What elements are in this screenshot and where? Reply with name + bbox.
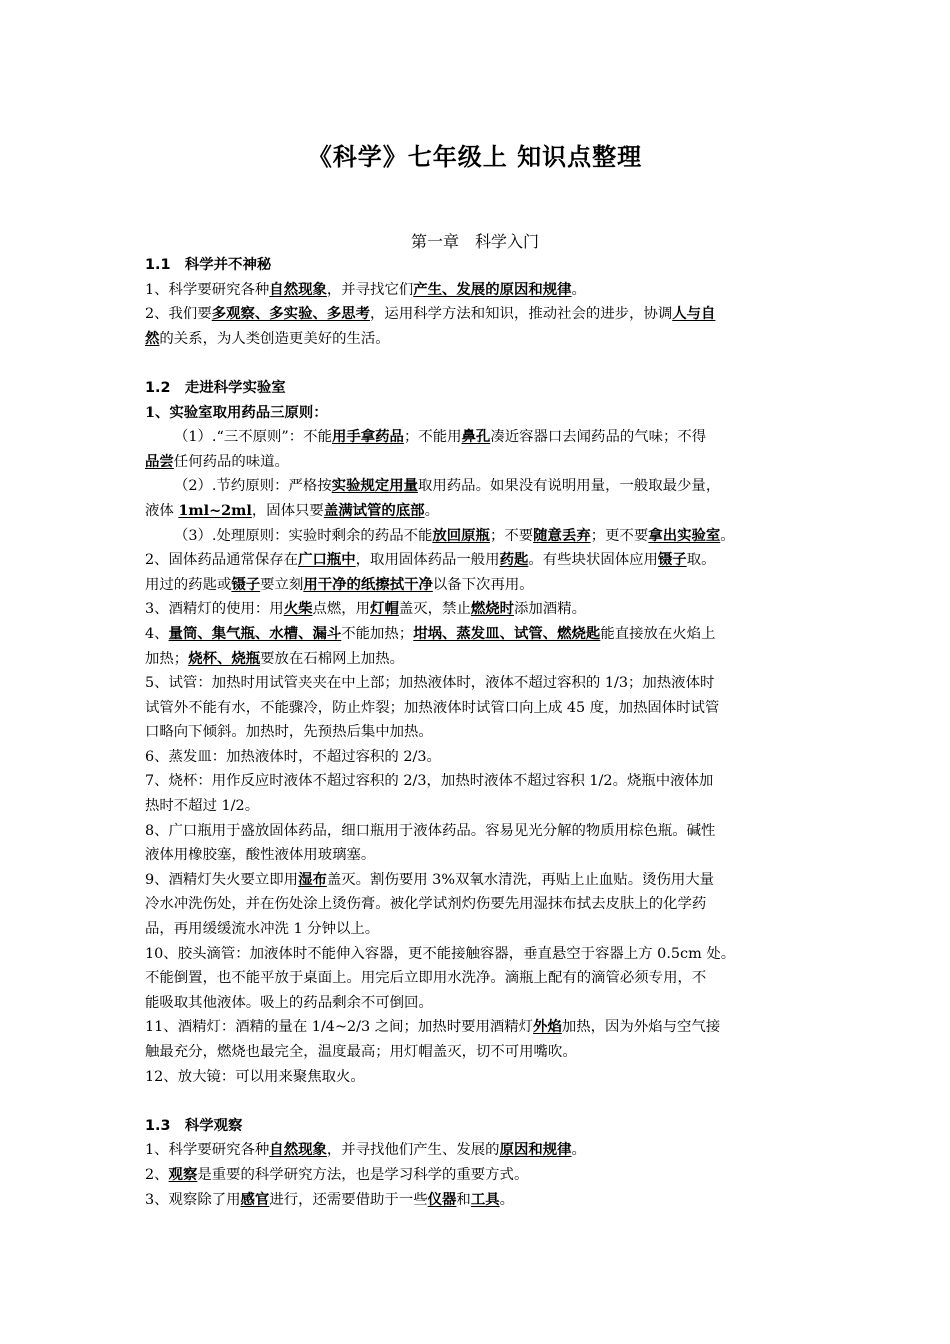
text: （1）.“三不原则”：不能 [174, 429, 332, 446]
key-term: 放回原瓶 [432, 526, 490, 544]
key-term: 多观察、多实验、多思考 [211, 305, 371, 323]
text: ；不能用 [403, 429, 462, 446]
text: 1、科学要研究各种 [145, 1142, 270, 1159]
key-term: 药匙 [499, 551, 529, 569]
key-term: 自然现象 [269, 280, 327, 298]
key-term: 实验规定用量 [331, 477, 418, 495]
text: 取。 [686, 552, 716, 569]
paragraph: 口略向下倾斜。加热时，先预热后集中加热。 [145, 724, 433, 741]
text: 用过的药匙或 [145, 576, 232, 593]
text: ；不要 [489, 527, 534, 544]
text: 。 [720, 527, 735, 544]
paragraph [145, 327, 813, 352]
section-heading-1-1: 1.1 科学并不神秘 [145, 257, 272, 273]
paragraph: 10、胶头滴管：加液体时不能伸入容器，更不能接触容器，垂直悬空于容器上方 0.5cm 处。 [145, 945, 736, 962]
key-term: 拿出实验室 [648, 526, 721, 544]
key-term: 湿布 [298, 870, 327, 888]
text: ，并寻找他们产生、发展的 [326, 1142, 500, 1159]
key-term: 品尝 [145, 452, 174, 470]
text: 和 [456, 1191, 471, 1208]
text: （2）.节约原则：严格按 [174, 478, 332, 495]
key-term: 镊子 [657, 551, 687, 569]
text: 4、 [145, 625, 169, 642]
paragraph: 液体用橡胶塞，酸性液体用玻璃塞。 [145, 847, 376, 864]
text: 9、酒精灯失火要立即用 [145, 871, 299, 888]
text: 加热； [145, 650, 189, 667]
paragraph: 品，再用缓缓流水冲洗 1 分钟以上。 [145, 921, 380, 938]
paragraph [145, 278, 813, 303]
paragraph [145, 425, 813, 450]
key-term: 盖满试管的底部 [323, 501, 425, 519]
paragraph: 冷水冲洗伤处，并在伤处涂上烫伤膏。被化学试剂灼伤要先用湿抹布拭去皮肤上的化学药 [145, 896, 707, 913]
paragraph: 7、烧杯：用作反应时液体不超过容积的 2/3，加热时液体不超过容积 1/2。烧瓶中液体加 [145, 773, 714, 790]
paragraph: 5、试管：加热时用试管夹夹在中上部；加热液体时，液体不超过容积的 1/3；加热液体时 [145, 675, 715, 692]
text: ，运用科学方法和知识，推动社会的进步，协调 [370, 306, 673, 323]
text: ；更不要 [590, 527, 649, 544]
paragraph [145, 499, 813, 524]
text: 2、我们要 [145, 306, 212, 323]
text: （3）.处理原则：实验时剩余的药品不能 [174, 527, 433, 544]
key-term: 然 [145, 329, 160, 347]
paragraph [145, 548, 813, 573]
key-term: 量筒、集气瓶、水槽、漏斗 [168, 624, 342, 642]
paragraph [145, 573, 813, 598]
text: 的关系，为人类创造更美好的生活。 [159, 330, 390, 347]
paragraph [145, 302, 813, 327]
key-term: 烧杯、烧瓶 [188, 649, 261, 667]
text: 要放在石棉网上加热。 [260, 650, 405, 667]
text: 是重要的科学研究方法，也是学习科学的重要方式。 [197, 1166, 529, 1183]
key-term: 人与自 [672, 305, 716, 323]
paragraph: 6、蒸发皿：加热液体时，不超过容积的 2/3。 [145, 748, 441, 765]
text: 3、观察除了用 [145, 1191, 241, 1208]
key-term: 鼻孔 [461, 428, 491, 446]
key-term: 产生、发展的原因和规律 [413, 280, 572, 298]
paragraph: 触最充分，燃烧也最完全，温度最高；用灯帽盖灭，切不可用嘴吹。 [145, 1044, 577, 1060]
key-term: 坩埚、蒸发皿、试管、燃烧匙 [413, 624, 601, 642]
text: 1、科学要研究各种 [145, 281, 270, 298]
paragraph [145, 1163, 813, 1188]
text: 不能加热； [341, 625, 414, 642]
key-term: 外焰 [533, 1018, 562, 1036]
chapter-heading: 第一章 科学入门 [410, 232, 539, 251]
text: 添加酒精。 [514, 601, 586, 618]
paragraph [145, 1138, 813, 1163]
key-term: 仪器 [427, 1190, 457, 1208]
paragraph [145, 868, 813, 893]
text: 要立刻 [260, 576, 304, 593]
key-term: 工具 [470, 1190, 500, 1208]
key-term: 用干净的纸擦拭干净 [303, 575, 433, 593]
paragraph [145, 622, 813, 647]
paragraph: 不能倒置，也不能平放于桌面上。用完后立即用水洗净。滴瓶上配有的滴管必须专用，不 [145, 970, 707, 987]
key-term: 观察 [168, 1165, 198, 1183]
paragraph [145, 647, 813, 672]
text: ，并寻找它们 [326, 281, 414, 298]
paragraph: 能吸取其他液体。吸上的药品剩余不可倒回。 [145, 994, 433, 1011]
paragraph [145, 1015, 813, 1040]
text: 。有些块状固体应用 [528, 552, 658, 569]
key-term: 灯帽 [370, 600, 399, 618]
text: 。 [424, 502, 439, 519]
text: 2、 [145, 1166, 169, 1183]
key-term: 原因和规律 [499, 1141, 572, 1159]
key-term: 自然现象 [269, 1141, 327, 1159]
text: 任何药品的味道。 [173, 453, 289, 470]
text: 能直接放在火焰上 [600, 625, 716, 642]
text: 点燃，用 [312, 601, 371, 618]
section-heading-1-3: 1.3 科学观察 [145, 1117, 243, 1134]
text: 11、酒精灯：酒精的量在 1/4~2/3 之间；加热时要用酒精灯 [145, 1019, 534, 1036]
key-term: 感官 [240, 1190, 270, 1208]
document-body [145, 253, 813, 1212]
text: 凑近容器口去闻药品的气味；不得 [490, 429, 707, 446]
text: ，取用固体药品一般用 [355, 552, 500, 569]
key-term: 燃烧时 [470, 600, 515, 618]
text: 。 [499, 1191, 515, 1208]
text: 以备下次再用。 [432, 576, 534, 593]
text: 。 [571, 1142, 586, 1159]
paragraph [145, 597, 813, 622]
key-term: 1ml~2ml [178, 501, 252, 519]
paragraph: 试管外不能有水，不能骤冷，防止炸裂；加热液体时试管口向上成 45 度，加热固体时试管 [145, 699, 720, 716]
paragraph [145, 1188, 813, 1213]
key-term: 随意丢弃 [533, 526, 591, 544]
text: ，固体只要 [251, 502, 324, 519]
section-heading-1-2: 1.2 走进科学实验室 [145, 379, 286, 396]
paragraph: 8、广口瓶用于盛放固体药品，细口瓶用于液体药品。容易见光分解的物质用棕色瓶。碱性 [145, 822, 716, 839]
text: 进行，还需要借助于一些 [269, 1191, 428, 1208]
text: 盖灭。割伤要用 3%双氧水清洗，再贴上止血贴。烫伤用大量 [326, 871, 715, 888]
key-term: 火柴 [283, 600, 313, 618]
paragraph [145, 474, 813, 499]
text: 加热，因为外焰与空气接 [561, 1019, 721, 1036]
key-term: 广口瓶中 [298, 551, 356, 569]
document-title: 《科学》七年级上 知识点整理 [307, 143, 643, 171]
paragraph: 1、实验室取用药品三原则： [145, 403, 328, 421]
text: 盖灭，禁止 [398, 601, 471, 618]
key-term: 用手拿药品 [331, 428, 404, 446]
key-term: 镊子 [231, 575, 261, 593]
paragraph [145, 524, 813, 549]
text: 3、酒精灯的使用：用 [145, 601, 284, 618]
text: 。 [571, 281, 586, 298]
text: 液体 [145, 502, 179, 519]
paragraph [145, 450, 813, 475]
text: 取用药品。如果没有说明用量，一般取最少量， [418, 478, 721, 495]
paragraph: 12、放大镜：可以用来聚焦取火。 [145, 1068, 365, 1085]
paragraph: 热时不超过 1/2。 [145, 798, 260, 815]
text: 2、固体药品通常保存在 [145, 552, 299, 569]
